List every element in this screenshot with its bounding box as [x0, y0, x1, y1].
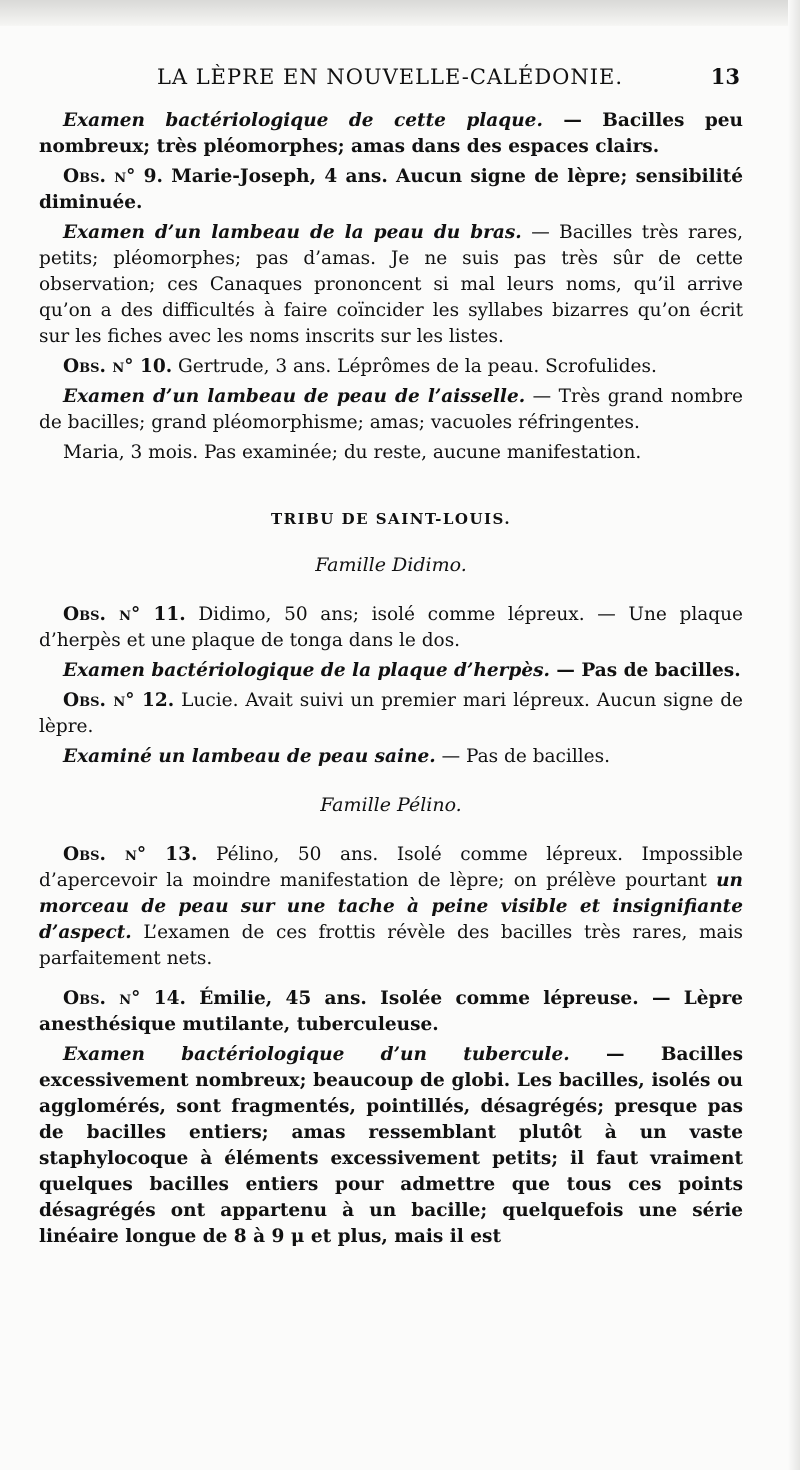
paragraph	[39, 744, 743, 770]
text-run: — Pas de bacilles.	[435, 746, 610, 767]
observation-paragraph	[39, 986, 743, 1038]
italic-heading: Examen d’un lambeau de peau de l’aisselle.	[63, 386, 526, 407]
text-run: — Pas de bacilles.	[549, 660, 741, 681]
text-run: Marie-Joseph, 4 ans. Aucun signe de lèpre; sensibilité diminuée.	[39, 166, 743, 213]
observation-label: Obs. n° 14.	[63, 988, 186, 1009]
italic-run: un morceau de peau sur une tache à peine visible et insignifiante d’aspect.	[39, 870, 743, 943]
observation-label: Obs. n° 13.	[63, 844, 198, 865]
italic-heading: Examen bactériologique d’un tubercule.	[63, 1044, 570, 1065]
italic-heading: Examen d’un lambeau de la peau du bras.	[63, 222, 522, 243]
text-run: — Bacilles peu nombreux; très pléomorphes; amas dans des espaces clairs.	[39, 110, 743, 157]
family-title: Famille Didimo.	[315, 554, 467, 576]
paragraph	[39, 1042, 743, 1250]
section-title: TRIBU DE SAINT-LOUIS.	[270, 510, 512, 528]
observation-paragraph	[39, 602, 743, 654]
spacer	[39, 774, 743, 792]
observation-paragraph	[39, 354, 743, 380]
text-run: — Bacilles excessivement nombreux; beaucoup de globi. Les bacilles, isolés ou agglomérés, sont fragmentés, pointillés, désagrégés; presque pas de bacilles entiers; amas ressemblant plutôt à un vaste staphylocoque à éléments excessivement petits; il faut vraiment quelques bacilles entiers pour admettre que tous ces points désagrégés ont appartenu à un bacille; quelquefois une série linéaire longue de 8 à 9 μ et plus, mais il est	[39, 1044, 743, 1247]
text-run: Lucie. Avait suivi un premier mari lépreux. Aucun signe de lèpre.	[39, 690, 743, 737]
italic-heading: Examiné un lambeau de peau saine.	[63, 746, 436, 767]
body-text	[39, 108, 743, 1254]
observation-paragraph	[39, 842, 743, 972]
paragraph	[39, 220, 743, 350]
text-run: Gertrude, 3 ans. Léprômes de la peau. Scrofulides.	[172, 356, 657, 377]
text-run: Pélino, 50 ans. Isolé comme lépreux. Impossible d’apercevoir la moindre manifestation de lèpre; on prélève pourtant	[39, 844, 743, 891]
paragraph	[39, 658, 743, 684]
spacer	[39, 976, 743, 986]
text-run: Didimo, 50 ans; isolé comme lépreux. — Une plaque d’herpès et une plaque de tonga dans le dos.	[39, 604, 743, 651]
text-run: Émilie, 45 ans. Isolée comme lépreuse. — Lèpre anesthésique mutilante, tuberculeuse.	[39, 988, 743, 1035]
paragraph	[39, 108, 743, 160]
paragraph	[39, 384, 743, 436]
text-run: — Bacilles très rares, petits; pléomorphes; pas d’amas. Je ne suis pas très sûr de cette observation; ces Canaques prononcent si mal leurs noms, qu’il arrive qu’on a des difficultés à faire coïncider les syllabes bizarres qu’on écrit sur les fiches avec les noms inscrits sur les listes.	[39, 222, 743, 347]
observation-label: Obs. n° 10.	[63, 356, 173, 377]
scan-right-edge	[788, 0, 800, 1470]
observation-label: Obs. n° 12.	[63, 690, 175, 711]
family-title: Famille Pélino.	[320, 794, 462, 816]
observation-paragraph	[39, 688, 743, 740]
scan-top-edge	[0, 0, 800, 26]
text-run: L’examen de ces frottis révèle des bacilles très rares, mais parfaitement nets.	[39, 922, 743, 969]
running-head: LA LÈPRE EN NOUVELLE-CALÉDONIE.	[156, 65, 624, 89]
italic-heading: Examen bactériologique de la plaque d’herpès.	[63, 660, 550, 681]
observation-paragraph	[39, 164, 743, 216]
observation-label: Obs. n° 11.	[63, 604, 186, 625]
observation-label: Obs. n° 9.	[63, 166, 163, 187]
italic-heading: Examen bactériologique de cette plaque.	[63, 110, 543, 131]
paragraph: Maria, 3 mois. Pas examinée; du reste, aucune manifestation.	[63, 442, 642, 463]
page-header	[40, 60, 740, 94]
page-number: 13	[710, 64, 740, 89]
text-run: — Très grand nombre de bacilles; grand pléomorphisme; amas; vacuoles réfringentes.	[39, 386, 743, 433]
